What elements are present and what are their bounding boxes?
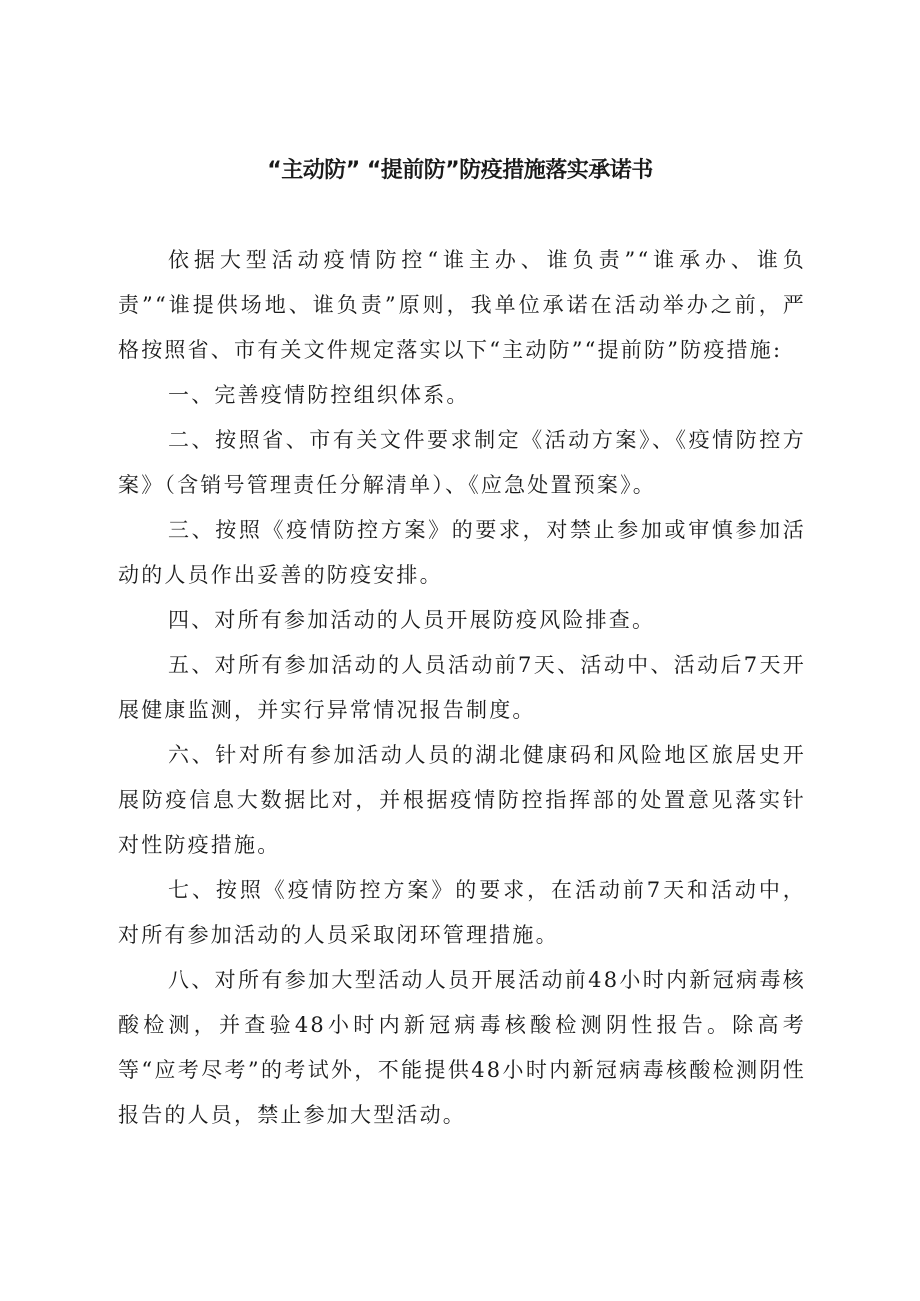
item-5-paragraph: 五、对所有参加活动的人员活动前7天、活动中、活动后7天开展健康监测，并实行异常情况报告制度。 bbox=[118, 653, 806, 722]
item-3-paragraph: 三、按照《疫情防控方案》的要求，对禁止参加或审慎参加活动的人员作出妥善的防疫安排。 bbox=[118, 518, 806, 587]
item-4-paragraph: 四、对所有参加活动的人员开展防疫风险排查。 bbox=[168, 608, 656, 632]
intro-paragraph: 依据大型活动疫情防控“谁主办、谁负责”“谁承办、谁负责”“谁提供场地、谁负责”原则，我单位承诺在活动举办之前，严格按照省、市有关文件规定落实以下“主动防”“提前防”防疫措施: bbox=[118, 248, 806, 362]
item-1-paragraph: 一、完善疫情防控组织体系。 bbox=[168, 383, 470, 407]
item-8-paragraph: 八、对所有参加大型活动人员开展活动前48小时内新冠病毒核酸检测，并查验48小时内新冠病毒核酸检测阴性报告。除高考等“应考尽考”的考试外，不能提供48小时内新冠病毒核酸检测阴性报告的人员，禁止参加大型活动。 bbox=[118, 968, 806, 1127]
item-2-paragraph: 二、按照省、市有关文件要求制定《活动方案》、《疫情防控方案》（含销号管理责任分解清单）、《应急处置预案》。 bbox=[118, 428, 806, 497]
item-6-paragraph: 六、针对所有参加活动人员的湖北健康码和风险地区旅居史开展防疫信息大数据比对，并根据疫情防控指挥部的处置意见落实针对性防疫措施。 bbox=[118, 743, 806, 857]
document-title: “主动防” “提前防”防疫措施落实承诺书 bbox=[267, 158, 653, 183]
document-body bbox=[118, 238, 806, 1138]
item-7-paragraph: 七、按照《疫情防控方案》的要求，在活动前7天和活动中，对所有参加活动的人员采取闭环管理措施。 bbox=[118, 878, 806, 947]
